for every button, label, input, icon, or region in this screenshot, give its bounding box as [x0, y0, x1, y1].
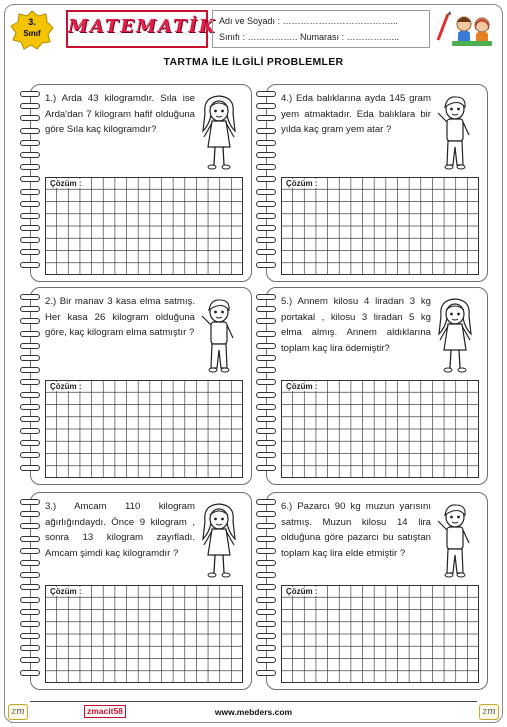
- boy-figure-icon: [429, 499, 481, 581]
- spiral-ring: [20, 416, 40, 422]
- spiral-ring: [256, 201, 276, 207]
- spiral-ring: [20, 597, 40, 603]
- spiral-ring: [20, 452, 40, 458]
- spiral-ring: [20, 343, 40, 349]
- spiral-ring: [20, 670, 40, 676]
- girl-figure-icon: [193, 499, 245, 581]
- spiral-ring: [20, 499, 40, 505]
- spiral-ring: [20, 536, 40, 542]
- solution-area[interactable]: [281, 380, 479, 478]
- spiral-ring: [256, 657, 276, 663]
- solution-grid: [45, 177, 243, 275]
- subject-box: [66, 10, 217, 48]
- solution-area[interactable]: [281, 177, 479, 275]
- solution-label: Çözüm :: [50, 382, 82, 391]
- spiral-ring: [20, 91, 40, 97]
- solution-area[interactable]: [281, 585, 479, 683]
- solution-grid: [45, 380, 243, 478]
- question-card-5: [266, 287, 488, 485]
- spiral-ring: [20, 140, 40, 146]
- spiral-ring: [20, 331, 40, 337]
- spiral-ring: [256, 392, 276, 398]
- spiral-ring: [20, 657, 40, 663]
- question-card-6: [266, 492, 488, 690]
- spiral-ring: [20, 176, 40, 182]
- grade-badge: [10, 10, 54, 50]
- worksheet-title: TARTMA İLE İLGİLİ PROBLEMLER: [163, 56, 344, 68]
- spiral-ring: [256, 560, 276, 566]
- spiral-ring: [20, 189, 40, 195]
- spiral-binding: [20, 499, 40, 682]
- spiral-ring: [256, 128, 276, 134]
- solution-grid: [45, 585, 243, 683]
- spiral-ring: [256, 597, 276, 603]
- spiral-ring: [256, 115, 276, 121]
- spiral-ring: [256, 152, 276, 158]
- spiral-ring: [256, 572, 276, 578]
- spiral-ring: [20, 262, 40, 268]
- spiral-ring: [20, 249, 40, 255]
- spiral-ring: [256, 343, 276, 349]
- solution-label: Çözüm :: [50, 587, 82, 596]
- spiral-ring: [20, 548, 40, 554]
- spiral-ring: [256, 237, 276, 243]
- spiral-ring: [20, 404, 40, 410]
- spiral-binding: [256, 294, 276, 477]
- spiral-ring: [256, 355, 276, 361]
- spiral-ring: [20, 379, 40, 385]
- spiral-ring: [20, 560, 40, 566]
- solution-grid: [281, 177, 479, 275]
- girl-figure-icon: [193, 91, 245, 173]
- spiral-ring: [20, 103, 40, 109]
- solution-area[interactable]: [45, 585, 243, 683]
- spiral-ring: [256, 225, 276, 231]
- spiral-ring: [256, 404, 276, 410]
- spiral-ring: [256, 499, 276, 505]
- spiral-ring: [20, 392, 40, 398]
- class-number-field[interactable]: Sınıfı : …………….. Numarası : ……………...: [219, 32, 400, 42]
- spiral-ring: [20, 128, 40, 134]
- question-text: 1.) Arda 43 kilogramdır. Sıla ise Arda'dan 7 kilogram hafif olduğuna göre Sıla kaç kilogramdır?: [45, 93, 195, 135]
- spiral-ring: [256, 176, 276, 182]
- spiral-ring: [20, 355, 40, 361]
- spiral-ring: [256, 189, 276, 195]
- spiral-ring: [256, 318, 276, 324]
- spiral-ring: [256, 536, 276, 542]
- spiral-ring: [256, 548, 276, 554]
- spiral-ring: [20, 440, 40, 446]
- spiral-ring: [20, 294, 40, 300]
- solution-grid: [281, 585, 479, 683]
- spiral-ring: [20, 428, 40, 434]
- boy-figure-icon: [429, 91, 481, 173]
- spiral-ring: [256, 367, 276, 373]
- name-field[interactable]: Adı ve Soyadı : ………………………………...: [219, 16, 399, 26]
- solution-label: Çözüm :: [50, 179, 82, 188]
- footer-divider: [30, 701, 477, 702]
- question-text: 5.) Annem kilosu 4 liradan 3 kg portakal , kilosu 3 liradan 5 kg elma almış. Annem aldıklarına toplam kaç lira ödemiştir?: [281, 296, 431, 354]
- spiral-ring: [256, 294, 276, 300]
- spiral-ring: [20, 367, 40, 373]
- spiral-ring: [256, 428, 276, 434]
- spiral-ring: [20, 225, 40, 231]
- spiral-ring: [256, 633, 276, 639]
- spiral-ring: [20, 115, 40, 121]
- question-text: 2.) Bir manav 3 kasa elma satmış. Her kasa 26 kilogram olduğuna göre, kaç kilogram elma satmıştır ?: [45, 296, 195, 338]
- grade-label: Sınıf: [23, 29, 41, 38]
- kids-illustration: [432, 10, 496, 48]
- grade-number: 3.: [28, 17, 36, 27]
- spiral-ring: [256, 670, 276, 676]
- spiral-ring: [256, 379, 276, 385]
- spiral-ring: [256, 249, 276, 255]
- spiral-ring: [20, 237, 40, 243]
- solution-label: Çözüm :: [286, 587, 318, 596]
- solution-grid: [281, 380, 479, 478]
- spiral-ring: [20, 306, 40, 312]
- author-tag: zmacit58: [84, 705, 126, 718]
- spiral-ring: [20, 621, 40, 627]
- spiral-ring: [256, 621, 276, 627]
- spiral-binding: [256, 91, 276, 274]
- spiral-ring: [256, 91, 276, 97]
- subject-title: MATEMATİK: [68, 16, 217, 37]
- spiral-ring: [256, 452, 276, 458]
- spiral-binding: [256, 499, 276, 682]
- spiral-ring: [20, 213, 40, 219]
- spiral-ring: [256, 164, 276, 170]
- question-card-2: [30, 287, 252, 485]
- spiral-ring: [256, 511, 276, 517]
- spiral-ring: [256, 140, 276, 146]
- spiral-ring: [20, 164, 40, 170]
- spiral-ring: [256, 645, 276, 651]
- website-link[interactable]: www.mebders.com: [214, 707, 293, 717]
- spiral-binding: [20, 294, 40, 477]
- spiral-ring: [256, 213, 276, 219]
- spiral-ring: [20, 609, 40, 615]
- question-text: 4.) Eda balıklarına ayda 145 gram yem atmaktadır. Eda balıklara bir yılda kaç gram yem atar ?: [281, 93, 431, 135]
- spiral-ring: [256, 331, 276, 337]
- spiral-ring: [20, 152, 40, 158]
- question-text: 6.) Pazarcı 90 kg muzun yarısını satmış. Muzun kilosu 14 lira olduğuna göre pazarcı bu satıştan toplam kaç lira elde etmiştir ?: [281, 501, 431, 559]
- spiral-binding: [20, 91, 40, 274]
- girl-figure-icon: [429, 294, 481, 376]
- solution-label: Çözüm :: [286, 382, 318, 391]
- spiral-ring: [20, 572, 40, 578]
- spiral-ring: [20, 511, 40, 517]
- spiral-ring: [20, 318, 40, 324]
- spiral-ring: [20, 465, 40, 471]
- spiral-ring: [20, 523, 40, 529]
- spiral-ring: [20, 201, 40, 207]
- question-card-3: [30, 492, 252, 690]
- spiral-ring: [256, 416, 276, 422]
- spiral-ring: [256, 103, 276, 109]
- spiral-ring: [256, 584, 276, 590]
- spiral-ring: [256, 465, 276, 471]
- boy-figure-icon: [193, 294, 245, 376]
- spiral-ring: [256, 609, 276, 615]
- solution-area[interactable]: [45, 380, 243, 478]
- spiral-ring: [20, 645, 40, 651]
- footer-logo-left: zm: [8, 704, 28, 720]
- question-card-4: [266, 84, 488, 282]
- question-card-1: [30, 84, 252, 282]
- footer-logo-right: zm: [479, 704, 499, 720]
- spiral-ring: [256, 440, 276, 446]
- spiral-ring: [256, 306, 276, 312]
- solution-label: Çözüm :: [286, 179, 318, 188]
- student-info-box: [212, 10, 430, 48]
- question-text: 3.) Amcam 110 kilogram ağırlığındaydı. Önce 9 kilogram , sonra 13 kilogram zayıfladı. Amcam şimdi kaç kilogramdır ?: [45, 501, 195, 559]
- spiral-ring: [256, 523, 276, 529]
- spiral-ring: [20, 584, 40, 590]
- spiral-ring: [20, 633, 40, 639]
- solution-area[interactable]: [45, 177, 243, 275]
- spiral-ring: [256, 262, 276, 268]
